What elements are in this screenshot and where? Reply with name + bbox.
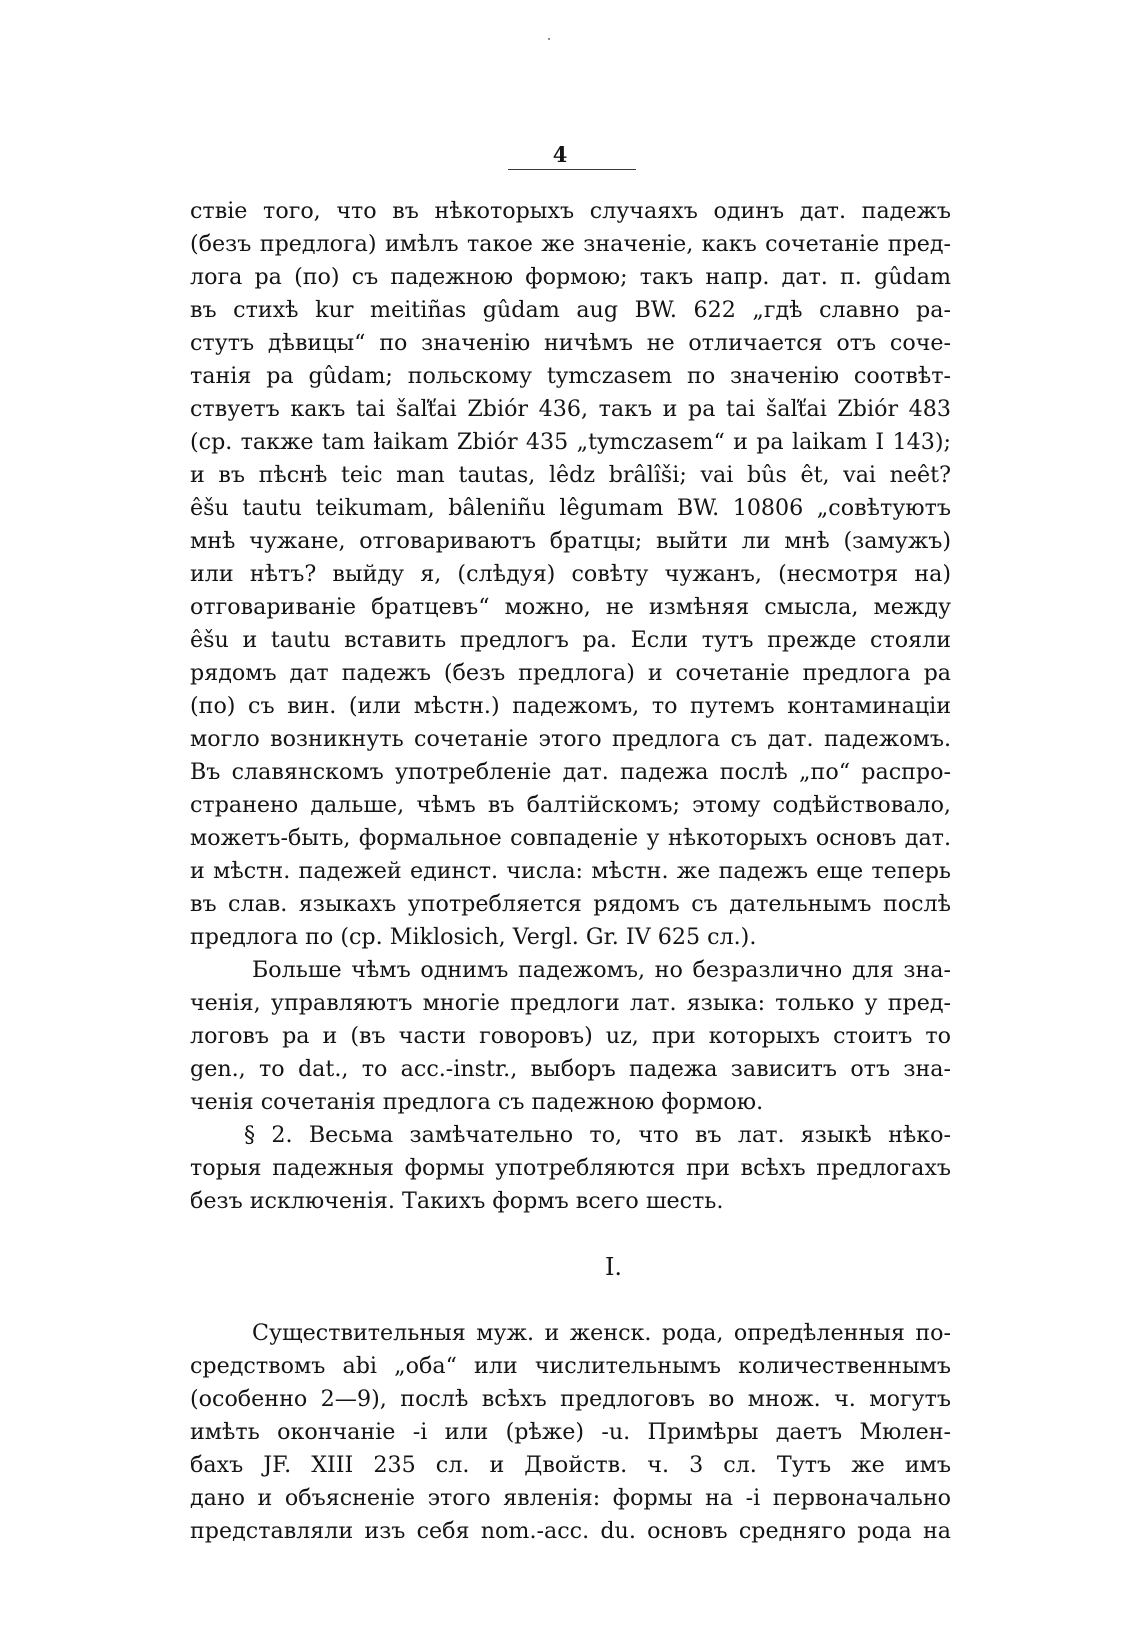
text-line: предлога по (ср. Miklosich, Vergl. Gr. IV 625 сл.). <box>190 924 757 950</box>
text-line: имѣть окончаніе -i или (рѣже) -u. Примѣры даетъ Мюлен- <box>190 1419 951 1445</box>
text-line: § 2. Весьма замѣчательно то, что въ лат. языкѣ нѣко- <box>244 1122 951 1148</box>
text-line: и мѣстн. падежей единст. числа: мѣстн. же падежъ еще теперь <box>190 858 951 884</box>
text-line: безъ исключенія. Такихъ формъ всего шесть. <box>190 1188 724 1214</box>
text-line: ченія, управляютъ многіе предлоги лат. языка: только у пред- <box>190 990 951 1016</box>
text-line: дано и объясненіе этого явленія: формы на -i первоначально <box>190 1485 951 1511</box>
text-line: отговариваніе братцевъ“ можно, не измѣняя смысла, между <box>190 594 951 620</box>
text-line: (особенно 2—9), послѣ всѣхъ предлоговъ во множ. ч. могутъ <box>190 1386 951 1412</box>
text-line: танія pa gûdam; польскому tymczasem по значенію соотвѣт- <box>190 363 951 389</box>
text-line: Больше чѣмъ однимъ падежомъ, но безразлично для зна- <box>252 957 951 983</box>
text-line: логовъ pa и (въ части говоровъ) uz, при которыхъ стоитъ то <box>190 1023 951 1049</box>
paragraph-2 <box>190 954 951 1119</box>
text-line: лога pa (по) съ падежною формою; такъ напр. дат. п. gûdam <box>190 264 951 290</box>
text-line: êšu и tautu вставить предлогъ pa. Если тутъ прежде стояли <box>190 627 951 653</box>
paragraph-3 <box>190 1119 951 1218</box>
page-number: 4 <box>552 142 568 167</box>
text-line: Существительныя муж. и женск. рода, опредѣленныя по- <box>252 1320 951 1346</box>
text-line: рядомъ дат падежъ (безъ предлога) и сочетаніе предлога pa <box>190 660 951 686</box>
text-line: и въ пѣснѣ teic man tautas, lêdz brâlîši; vai bûs êt, vai neêt? <box>190 462 951 488</box>
text-line: могло возникнуть сочетаніе этого предлога съ дат. падежомъ. <box>190 726 951 752</box>
text-line: торыя падежныя формы употребляются при всѣхъ предлогахъ <box>190 1155 951 1181</box>
text-line: въ стихѣ kur meitiñas gûdam aug BW. 622 „гдѣ славно ра- <box>190 297 951 323</box>
text-line: странено дальше, чѣмъ въ балтійскомъ; этому содѣйствовало, <box>190 792 951 818</box>
text-line: gen., то dat., то acc.-instr., выборъ падежа зависитъ отъ зна- <box>190 1056 951 1082</box>
text-line: средствомъ abi „оба“ или числительнымъ количественнымъ <box>190 1353 951 1379</box>
paragraph-4 <box>190 1317 951 1548</box>
text-line: бахъ JF. XIII 235 сл. и Двойств. ч. 3 сл. Тутъ же имъ <box>190 1452 951 1478</box>
text-line: ченія сочетанія предлога съ падежною формою. <box>190 1089 764 1115</box>
text-line: стутъ дѣвицы“ по значенію ничѣмъ не отличается отъ соче- <box>190 330 951 356</box>
text-line: или нѣтъ? выйду я, (слѣдуя) совѣту чужанъ, (несмотря на) <box>190 561 951 587</box>
text-line: ствуетъ какъ tai šaľťai Zbiór 436, такъ и pa tai šaľťai Zbiór 483 <box>190 396 951 422</box>
text-line: Въ славянскомъ употребленіе дат. падежа послѣ „по“ распро- <box>190 759 951 785</box>
scan-speck <box>548 38 550 40</box>
text-line: êšu tautu teikumam, bâleniñu lêgumam BW. 10806 „совѣтуютъ <box>190 495 951 521</box>
text-line: мнѣ чужане, отговариваютъ братцы; выйти ли мнѣ (замужъ) <box>190 528 951 554</box>
text-line: (безъ предлога) имѣлъ такое же значеніе, какъ сочетаніе пред- <box>190 231 951 257</box>
text-line: ствіе того, что въ нѣкоторыхъ случаяхъ одинъ дат. падежъ <box>190 198 951 224</box>
text-line: можетъ-быть, формальное совпаденіе у нѣкоторыхъ основъ дат. <box>190 825 951 851</box>
text-line: представляли изъ себя nom.-acc. du. основъ средняго рода на <box>190 1518 951 1544</box>
page-number-rule <box>508 169 636 170</box>
section-heading: I. <box>604 1253 623 1281</box>
text-line: (ср. также tam łaikam Zbiór 435 „tymczasem“ и pa laikam I 143); <box>190 429 951 455</box>
text-line: (по) съ вин. (или мѣстн.) падежомъ, то путемъ контаминаціи <box>190 693 951 719</box>
paragraph-1 <box>190 195 951 954</box>
text-line: въ слав. языкахъ употребляется рядомъ съ дательнымъ послѣ <box>190 891 951 917</box>
body-text <box>190 195 951 1548</box>
spacer <box>190 1284 951 1317</box>
spacer <box>190 1218 951 1251</box>
